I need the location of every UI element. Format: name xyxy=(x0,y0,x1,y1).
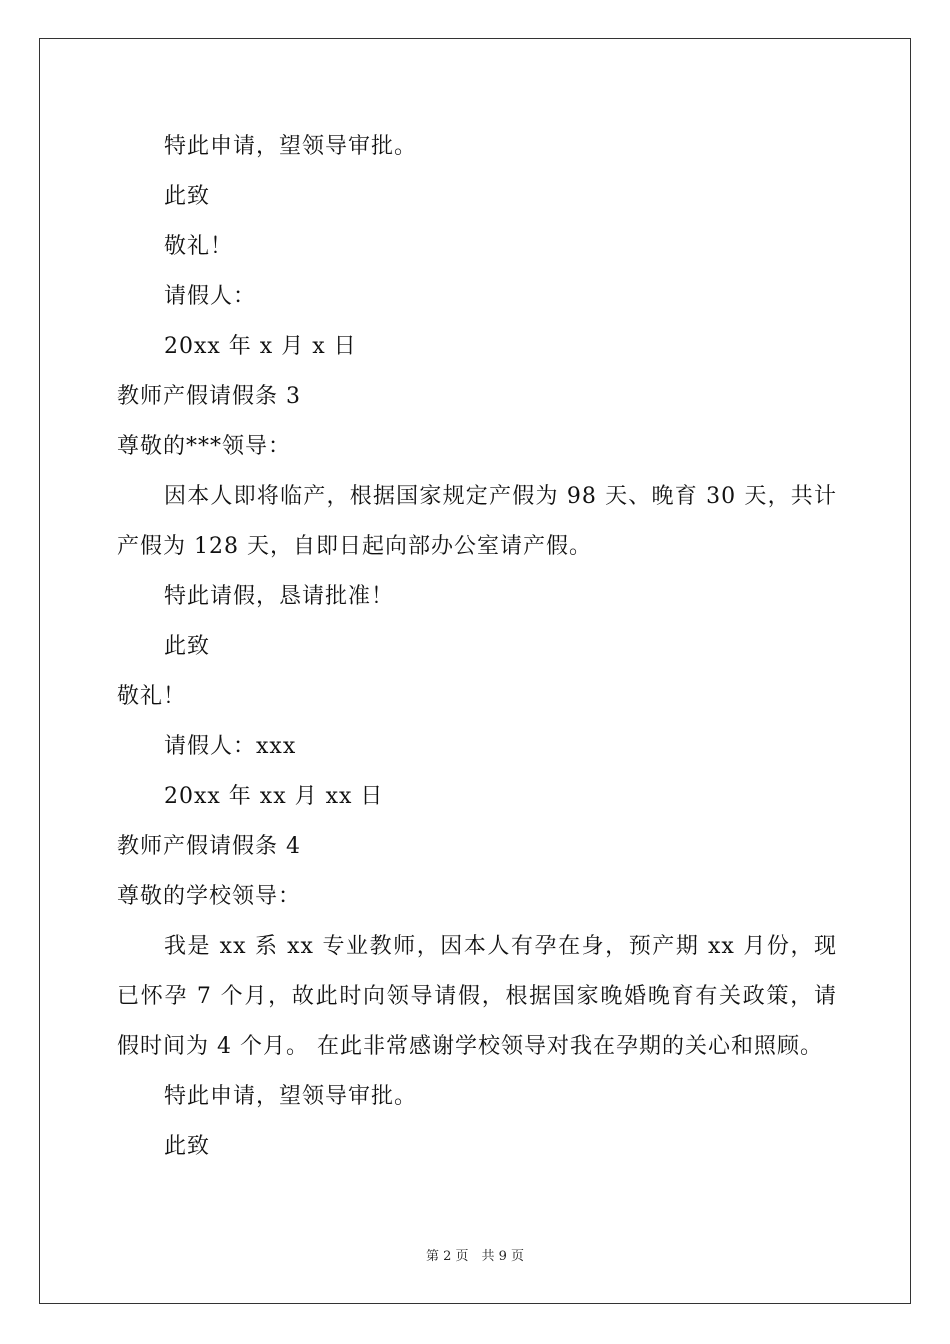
salutation-respect-3: 敬礼！ xyxy=(117,684,187,709)
salutation-closing-4: 此致 xyxy=(164,1134,211,1159)
date-line-3: 20xx 年 xx 月 xx 日 xyxy=(164,784,384,809)
closing-request: 特此申请，望领导审批。 xyxy=(164,134,418,159)
salutation-respect: 敬礼！ xyxy=(164,234,234,259)
addressee-3: 尊敬的***领导： xyxy=(117,434,292,459)
section-title-3: 教师产假请假条 3 xyxy=(117,384,301,409)
applicant-label: 请假人： xyxy=(164,284,257,309)
salutation-closing: 此致 xyxy=(164,184,211,209)
date-line: 20xx 年 x 月 x 日 xyxy=(164,334,357,359)
body-paragraph-4: 我是 xx 系 xx 专业教师，因本人有孕在身，预产期 xx 月份，现已怀孕 7 个月，故此时向领导请假，根据国家晚婚晚育有关政策，请假时间为 4 个月。 在此非常感谢学校领导对我在孕期的关心和照顾。 xyxy=(117,934,837,1059)
addressee-4: 尊敬的学校领导： xyxy=(117,884,302,909)
body-paragraph-3: 因本人即将临产，根据国家规定产假为 98 天、晚育 30 天，共计产假为 128 天，自即日起向部办公室请产假。 xyxy=(117,484,837,559)
document-body xyxy=(117,122,837,1172)
applicant-3: 请假人：xxx xyxy=(164,734,297,759)
closing-request-3: 特此请假，恳请批准！ xyxy=(164,584,395,609)
page-number: 第 2 页 共 9 页 xyxy=(425,1249,525,1264)
salutation-closing-3: 此致 xyxy=(164,634,211,659)
closing-request-4: 特此申请，望领导审批。 xyxy=(164,1084,418,1109)
section-title-4: 教师产假请假条 4 xyxy=(117,834,301,859)
